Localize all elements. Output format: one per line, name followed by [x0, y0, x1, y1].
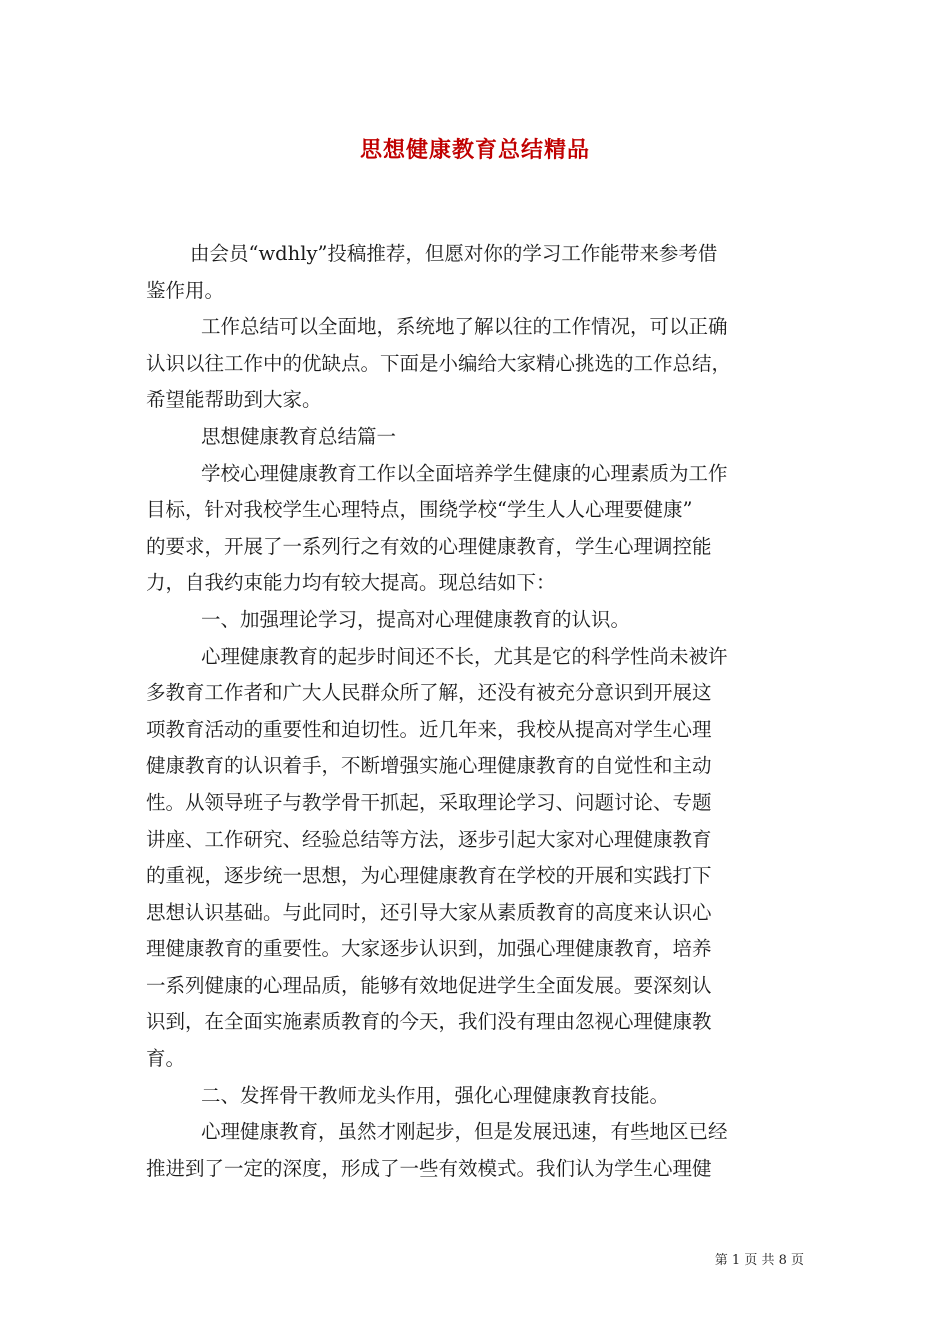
paragraph-line: 学校心理健康教育工作以全面培养学生健康的心理素质为工作: [201, 461, 728, 485]
paragraph-line: 由会员“wdhly”投稿推荐，但愿对你的学习工作能带来参考借: [190, 242, 718, 265]
paragraph-line: 理健康教育的重要性。大家逐步认识到，加强心理健康教育，培养: [146, 937, 712, 961]
paragraph-line: 心理健康教育，虽然才刚起步，但是发展迅速，有些地区已经: [201, 1120, 728, 1144]
paragraph-line: 推进到了一定的深度，形成了一些有效模式。我们认为学生心理健: [146, 1156, 712, 1180]
paragraph-line: 讲座、工作研究、经验总结等方法，逐步引起大家对心理健康教育: [146, 827, 712, 851]
paragraph-line: 思想认识基础。与此同时，还引导大家从素质教育的高度来认识心: [146, 900, 712, 924]
paragraph-line: 认识以往工作中的优缺点。下面是小编给大家精心挑选的工作总结，: [146, 351, 732, 375]
paragraph-line: 多教育工作者和广大人民群众所了解，还没有被充分意识到开展这: [146, 681, 712, 705]
document-body: [146, 236, 824, 1187]
paragraph-line: 性。从领导班子与教学骨干抓起，采取理论学习、问题讨论、专题: [146, 790, 712, 814]
paragraph-line: 育。: [146, 1047, 186, 1071]
page-number: 第 1 页 共 8 页: [714, 1253, 804, 1268]
section-heading: 思想健康教育总结篇一: [201, 424, 397, 448]
paragraph-line: 鉴作用。: [146, 278, 225, 302]
paragraph-line: 心理健康教育的起步时间还不长，尤其是它的科学性尚未被许: [201, 644, 728, 668]
paragraph-line: 健康教育的认识着手，不断增强实施心理健康教育的自觉性和主动: [146, 754, 712, 778]
section-heading: 二、发挥骨干教师龙头作用，强化心理健康教育技能。: [201, 1083, 670, 1107]
paragraph-line: 的重视，逐步统一思想，为心理健康教育在学校的开展和实践打下: [146, 864, 712, 888]
paragraph-line: 的要求，开展了一系列行之有效的心理健康教育，学生心理调控能: [146, 534, 712, 558]
paragraph-line: 识到，在全面实施素质教育的今天，我们没有理由忽视心理健康教: [146, 1010, 712, 1034]
paragraph-line: 力，自我约束能力均有较大提高。现总结如下：: [146, 571, 556, 595]
paragraph-line: 工作总结可以全面地，系统地了解以往的工作情况，可以正确: [201, 315, 728, 339]
document-title: 思想健康教育总结精品: [359, 137, 590, 163]
paragraph-line: 一系列健康的心理品质，能够有效地促进学生全面发展。要深刻认: [146, 973, 712, 997]
paragraph-line: 目标，针对我校学生心理特点，围绕学校“学生人人心理要健康”: [146, 498, 693, 522]
section-heading: 一、加强理论学习，提高对心理健康教育的认识。: [201, 607, 631, 631]
paragraph-line: 希望能帮助到大家。: [146, 388, 322, 412]
paragraph-line: 项教育活动的重要性和迫切性。近几年来，我校从提高对学生心理: [146, 717, 712, 741]
